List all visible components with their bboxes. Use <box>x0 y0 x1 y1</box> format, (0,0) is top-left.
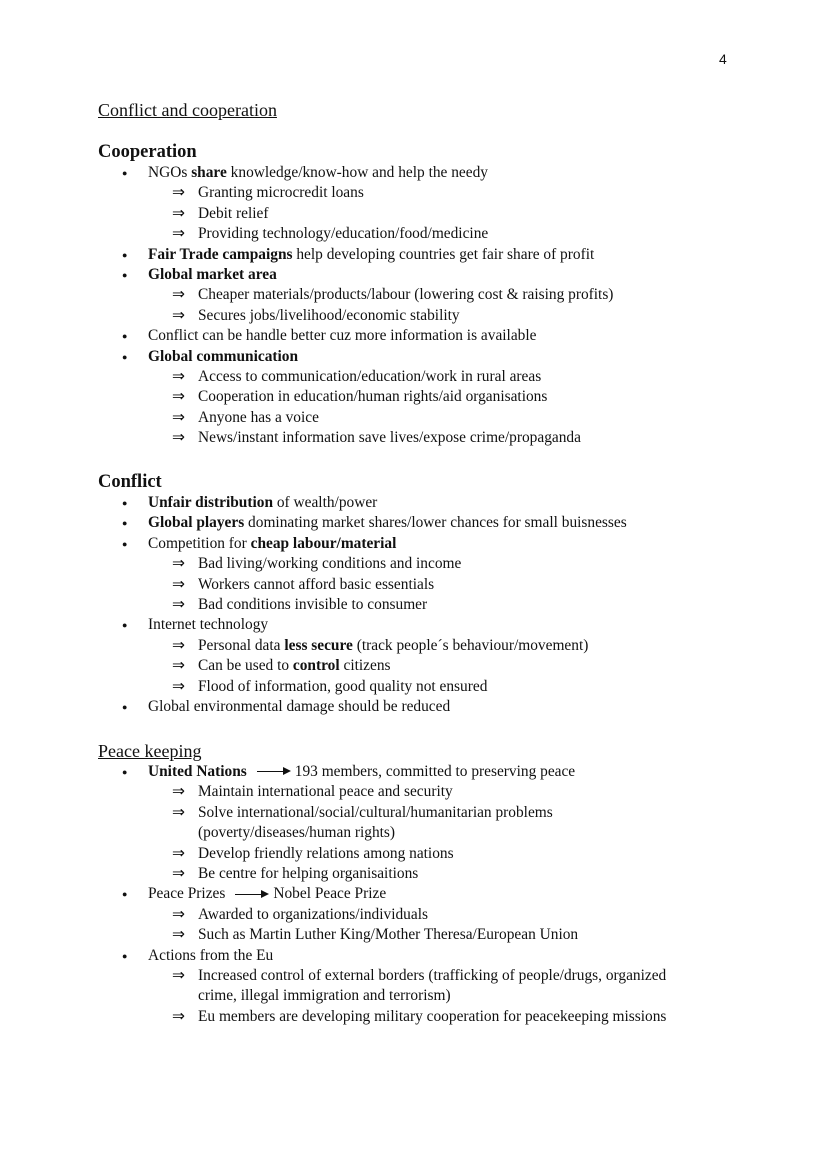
text: (track people´s behaviour/movement) <box>352 636 589 654</box>
bullet-item <box>98 615 738 635</box>
text: Global environmental damage should be reduced <box>148 698 451 716</box>
sub-item <box>98 966 738 1007</box>
bold-text: United Nations <box>148 763 247 780</box>
text: Workers cannot afford basic essentials <box>198 575 435 593</box>
double-arrow-icon: ⇒ <box>172 368 185 386</box>
double-arrow-icon: ⇒ <box>172 967 185 985</box>
bullet-icon: ● <box>122 518 128 529</box>
text: Develop friendly relations among nations <box>198 844 454 862</box>
text: Cooperation in education/human rights/aid organisations <box>198 388 548 406</box>
bold-text: less secure <box>284 636 353 654</box>
sub-item <box>98 925 738 945</box>
bullet-icon: ● <box>122 538 128 549</box>
section-peace-keeping <box>98 740 738 1027</box>
bold-text: Global players <box>148 514 245 532</box>
double-arrow-icon: ⇒ <box>172 677 185 695</box>
double-arrow-icon: ⇒ <box>172 1007 185 1025</box>
bullet-item <box>98 513 738 533</box>
text: Actions from the Eu <box>148 946 274 964</box>
bullet-icon: ● <box>122 889 128 900</box>
text: help developing countries get fair share of profit <box>292 245 595 263</box>
sub-item <box>98 803 738 844</box>
bullet-icon: ● <box>122 950 128 961</box>
text: Internet technology <box>148 616 269 634</box>
text: dominating market shares/lower chances for small buisnesses <box>244 514 627 532</box>
double-arrow-icon: ⇒ <box>172 926 185 944</box>
text: citizens <box>339 657 391 675</box>
sub-item <box>98 285 738 305</box>
double-arrow-icon: ⇒ <box>172 865 185 883</box>
sub-item <box>98 204 738 224</box>
text: Can be used to <box>198 657 293 675</box>
sub-item <box>98 183 738 203</box>
text: Debit relief <box>198 204 269 222</box>
double-arrow-icon: ⇒ <box>172 225 185 243</box>
sub-item <box>98 677 738 697</box>
bullet-item <box>98 534 738 554</box>
double-arrow-icon: ⇒ <box>172 596 185 614</box>
text: Solve international/social/cultural/humanitarian problems (poverty/diseases/human rights) <box>198 803 553 842</box>
sub-item <box>98 575 738 595</box>
text: Secures jobs/livelihood/economic stability <box>198 306 460 324</box>
bold-text: Global communication <box>148 347 299 365</box>
bold-text: Global market area <box>148 266 277 284</box>
bullet-item <box>98 326 738 346</box>
text: Bad living/working conditions and income <box>198 555 462 573</box>
section-heading: Conflict <box>98 472 162 492</box>
sub-item <box>98 864 738 884</box>
sub-item <box>98 844 738 864</box>
bold-text: Unfair distribution <box>148 494 274 511</box>
bullet-icon: ● <box>122 351 128 362</box>
right-arrow-icon <box>235 890 269 900</box>
text: Personal data <box>198 636 285 654</box>
sub-item <box>98 782 738 802</box>
bold-text: Fair Trade campaigns <box>148 245 293 263</box>
bullet-icon: ● <box>122 249 128 260</box>
section-cooperation <box>98 141 738 449</box>
sub-item <box>98 408 738 428</box>
bullet-item <box>98 697 738 717</box>
section-conflict <box>98 471 738 717</box>
bold-text: cheap labour/material <box>250 534 397 552</box>
text: Increased control of external borders (trafficking of people/drugs, organized crime, illegal immigration and terrorism) <box>198 967 667 1005</box>
sub-item <box>98 306 738 326</box>
bullet-icon: ● <box>122 331 128 342</box>
text: Maintain international peace and security <box>198 783 453 801</box>
text: Be centre for helping organisaitions <box>198 865 419 883</box>
double-arrow-icon: ⇒ <box>172 803 185 821</box>
text: of wealth/power <box>273 494 378 511</box>
double-arrow-icon: ⇒ <box>172 306 185 324</box>
text: Conflict can be handle better cuz more information is available <box>148 327 537 345</box>
text: Peace Prizes <box>148 885 226 903</box>
text: Competition for <box>148 534 251 552</box>
double-arrow-icon: ⇒ <box>172 429 185 447</box>
sub-item <box>98 428 738 448</box>
section-heading: Cooperation <box>98 142 197 162</box>
bullet-item <box>98 946 738 966</box>
sub-item <box>98 905 738 925</box>
double-arrow-icon: ⇒ <box>172 657 185 675</box>
section-heading: Peace keeping <box>98 741 202 761</box>
bullet-icon: ● <box>122 498 128 508</box>
double-arrow-icon: ⇒ <box>172 408 185 426</box>
text: 193 members, committed to preserving peace <box>294 763 576 780</box>
bullet-icon: ● <box>122 620 128 631</box>
bullet-item <box>98 245 738 265</box>
double-arrow-icon: ⇒ <box>172 286 185 304</box>
text: knowledge/know-how and help the needy <box>226 164 488 181</box>
text: Awarded to organizations/individuals <box>198 905 428 923</box>
text: Anyone has a voice <box>198 408 319 426</box>
sub-item <box>98 554 738 574</box>
text: NGOs <box>148 164 192 181</box>
text: Providing technology/education/food/medicine <box>198 225 489 243</box>
text: News/instant information save lives/expose crime/propaganda <box>198 429 581 447</box>
bullet-icon: ● <box>122 270 128 281</box>
sub-item <box>98 224 738 244</box>
double-arrow-icon: ⇒ <box>172 905 185 923</box>
document-title: Conflict and cooperation <box>98 100 277 120</box>
double-arrow-icon: ⇒ <box>172 388 185 406</box>
sub-item <box>98 367 738 387</box>
bullet-icon: ● <box>122 702 128 713</box>
bullet-item <box>98 493 738 513</box>
double-arrow-icon: ⇒ <box>172 184 185 202</box>
text: Cheaper materials/products/labour (lowering cost & raising profits) <box>198 286 614 304</box>
right-arrow-icon <box>257 767 291 777</box>
sub-item <box>98 636 738 656</box>
double-arrow-icon: ⇒ <box>172 636 185 654</box>
sub-item <box>98 1007 738 1027</box>
text: Nobel Peace Prize <box>273 885 387 903</box>
bullet-icon: ● <box>122 168 128 178</box>
bullet-item <box>98 163 738 183</box>
text: Access to communication/education/work in rural areas <box>198 368 542 386</box>
bold-text: share <box>191 164 227 181</box>
double-arrow-icon: ⇒ <box>172 575 185 593</box>
sub-item <box>98 387 738 407</box>
bold-text: control <box>292 657 340 675</box>
double-arrow-icon: ⇒ <box>172 555 185 573</box>
bullet-item <box>98 265 738 285</box>
text: Eu members are developing military cooperation for peacekeeping missions <box>198 1007 667 1025</box>
sub-item <box>98 595 738 615</box>
document-title-block <box>98 99 738 121</box>
text: Flood of information, good quality not ensured <box>198 677 488 695</box>
sub-item <box>98 656 738 676</box>
bullet-item <box>98 347 738 367</box>
bullet-item <box>98 884 738 904</box>
text: Such as Martin Luther King/Mother Theresa/European Union <box>198 926 579 944</box>
bullet-item <box>98 762 738 782</box>
page-number: 4 <box>719 51 727 67</box>
text: Granting microcredit loans <box>198 184 364 202</box>
double-arrow-icon: ⇒ <box>172 783 185 801</box>
text: Bad conditions invisible to consumer <box>198 596 428 614</box>
double-arrow-icon: ⇒ <box>172 844 185 862</box>
bullet-icon: ● <box>122 767 128 777</box>
double-arrow-icon: ⇒ <box>172 204 185 222</box>
